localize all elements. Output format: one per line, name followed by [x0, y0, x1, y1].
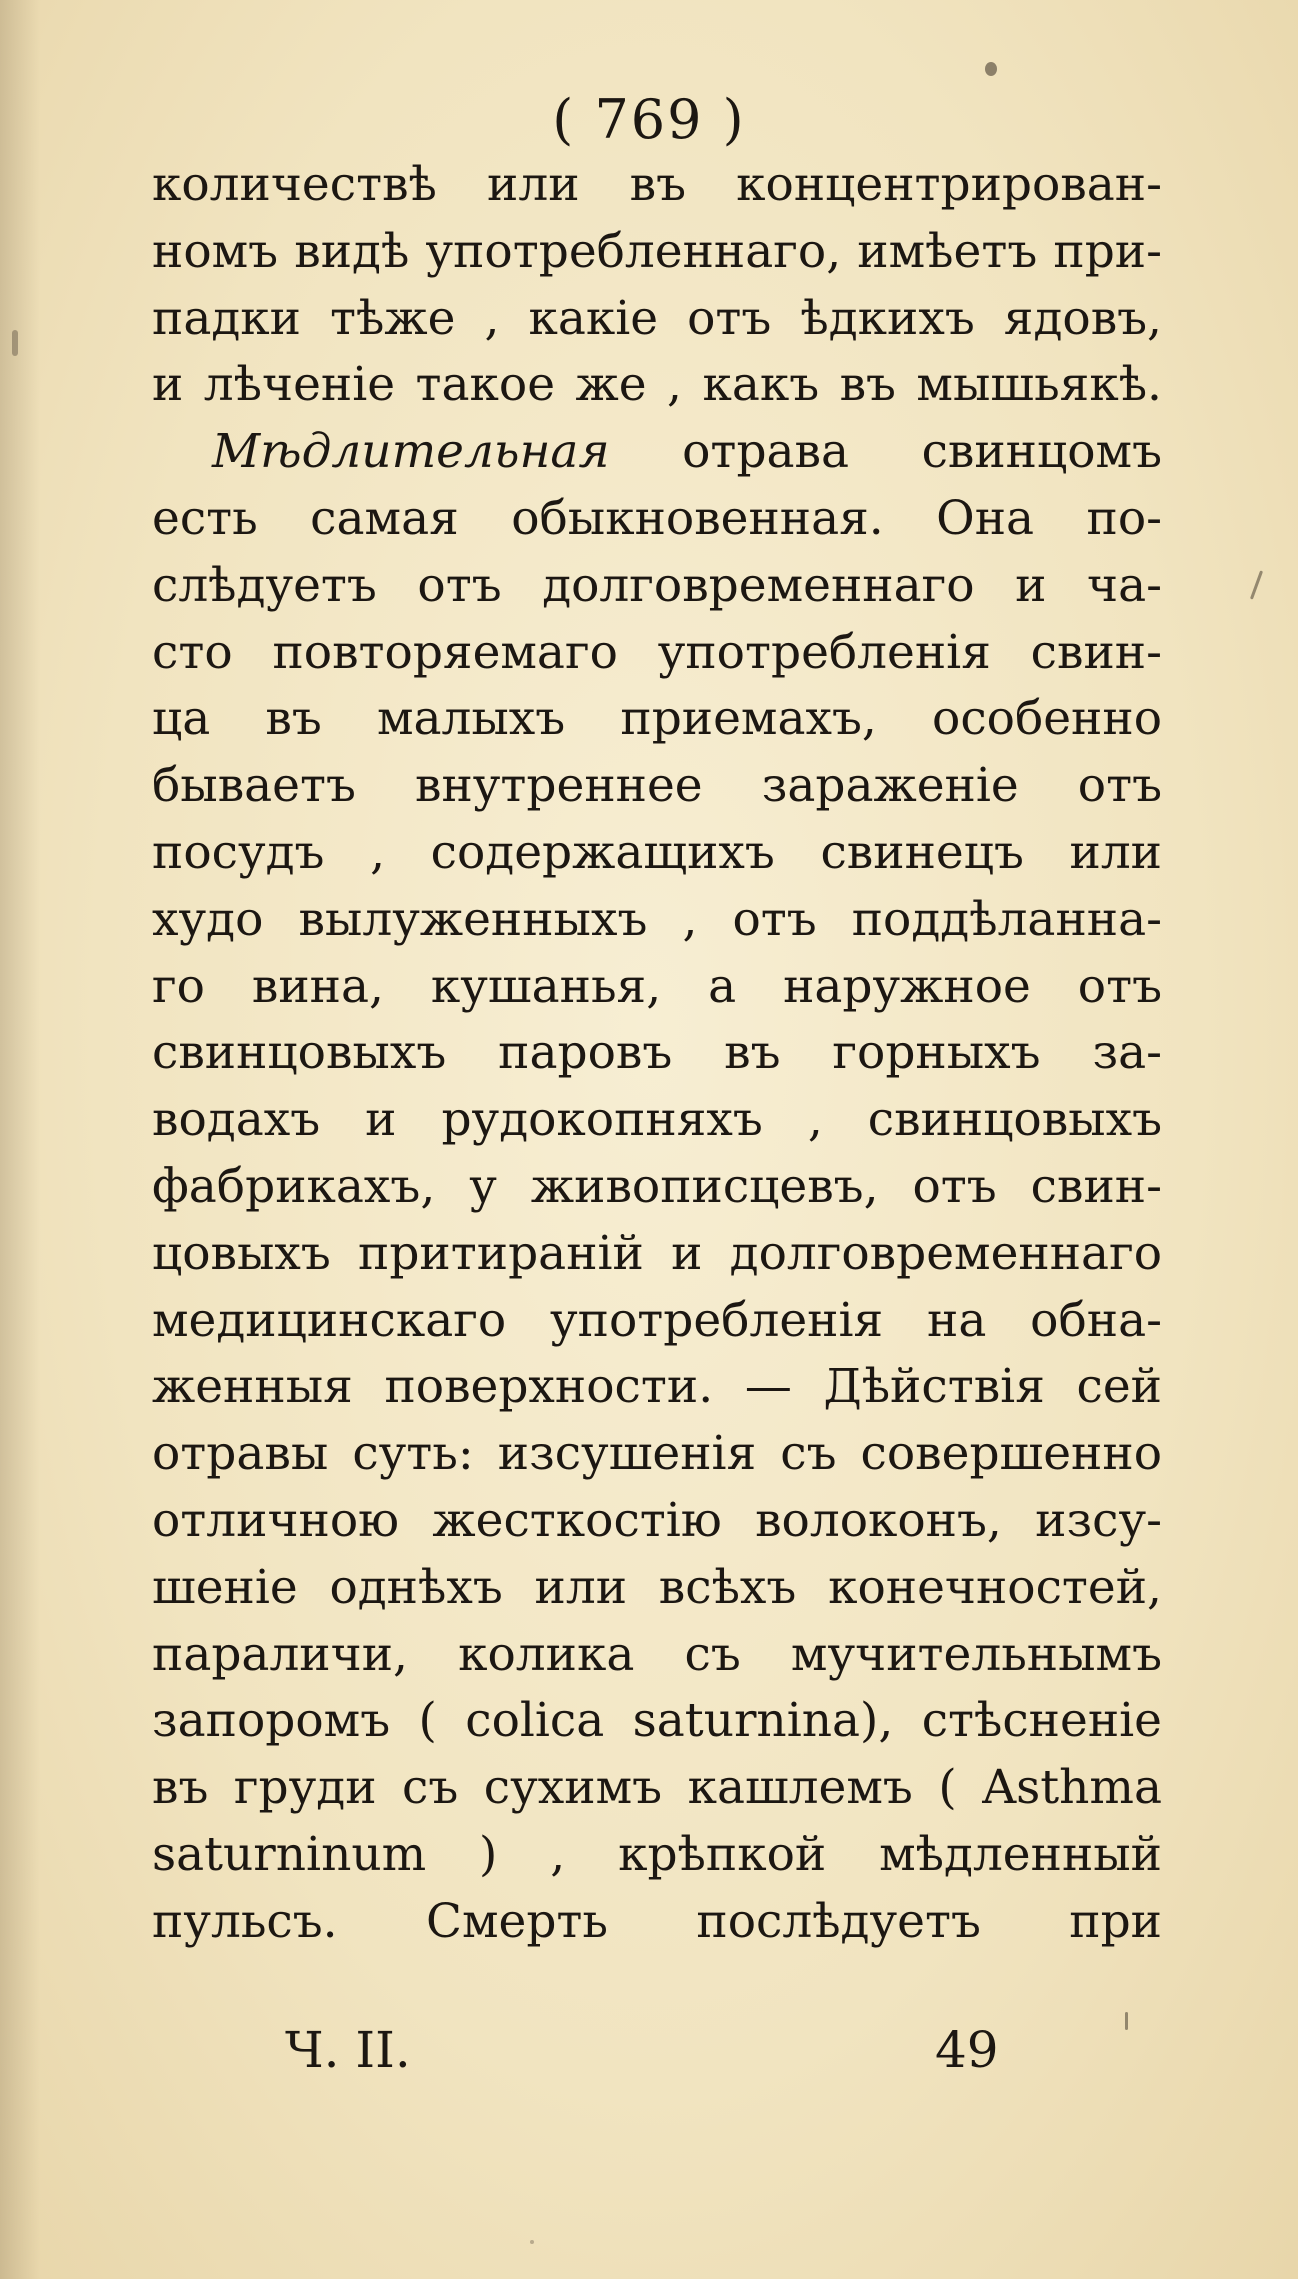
ink-speck	[1125, 2012, 1128, 2030]
ink-speck	[985, 62, 997, 76]
text-line: запоромъ ( colica saturnina), стѣсненiе	[152, 1693, 1162, 1749]
text-line: пульсъ. Смерть послѣдуетъ при	[152, 1893, 1162, 1949]
text-line: женныя поверхности. — Дѣйствiя сей	[152, 1359, 1162, 1415]
text-line: ца въ малыхъ приемахъ, особенно	[152, 691, 1162, 747]
text-line: номъ видѣ употребленнаго, имѣетъ при-	[152, 223, 1162, 279]
text-line: худо вылуженныхъ , отъ поддѣланна-	[152, 891, 1162, 947]
page-footer	[0, 2015, 1298, 2085]
text-line: бываетъ внутреннее зараженiе отъ	[152, 758, 1162, 814]
ink-speck	[530, 2240, 534, 2244]
ink-speck	[1250, 570, 1263, 599]
folio-number: 49	[935, 2021, 999, 2079]
text-line: въ груди съ сухимъ кашлемъ ( Asthma	[152, 1760, 1162, 1816]
text-line: слѣдуетъ отъ долговременнаго и ча-	[152, 557, 1162, 613]
text-line: и лѣченiе такое же , какъ въ мышьякѣ.	[152, 357, 1162, 413]
text-line: saturninum ) , крѣпкой мѣдленный	[152, 1826, 1162, 1882]
text-fragment: есть самая	[152, 490, 459, 546]
text-line: падки тѣже , какiе отъ ѣдкихъ ядовъ,	[152, 290, 1162, 346]
text-line: отличною жесткостiю волоконъ, изсу-	[152, 1492, 1162, 1548]
binding-shadow	[0, 0, 40, 2279]
text-line-paragraph-start	[152, 419, 1162, 486]
text-line: отравы суть: изсушенiя съ совершенно	[152, 1426, 1162, 1482]
text-line: параличи, колика съ мучительнымъ	[152, 1626, 1162, 1682]
ink-speck	[12, 330, 18, 356]
text-line: посудъ , содержащихъ свинецъ или	[152, 824, 1162, 880]
text-line: водахъ и рудокопняхъ , свинцовыхъ	[152, 1092, 1162, 1148]
text-line: медицинскаго употребленiя на обна-	[152, 1292, 1162, 1348]
body-text	[152, 152, 1162, 1956]
text-line: фабрикахъ, у живописцевъ, отъ свин-	[152, 1158, 1162, 1214]
text-line: сто повторяемаго употребленiя свин-	[152, 624, 1162, 680]
text-fragment: отрава свинцомъ	[682, 424, 1162, 480]
text-fragment: обыкновенная. Она по-	[511, 490, 1162, 546]
signature-mark: Ч. II.	[285, 2021, 411, 2079]
page-number: ( 769 )	[552, 88, 746, 151]
text-line: количествѣ или въ концентрирован-	[152, 157, 1162, 212]
text-line: го вина, кушанья, а наружное отъ	[152, 958, 1162, 1014]
text-line: шенiе однѣхъ или всѣхъ конечностей,	[152, 1559, 1162, 1615]
text-line	[152, 486, 1162, 553]
text-line: свинцовыхъ паровъ въ горныхъ за-	[152, 1025, 1162, 1081]
italic-term: Мѣдлительная	[212, 424, 610, 480]
text-line: цовыхъ притиранiй и долговременнаго	[152, 1225, 1162, 1281]
